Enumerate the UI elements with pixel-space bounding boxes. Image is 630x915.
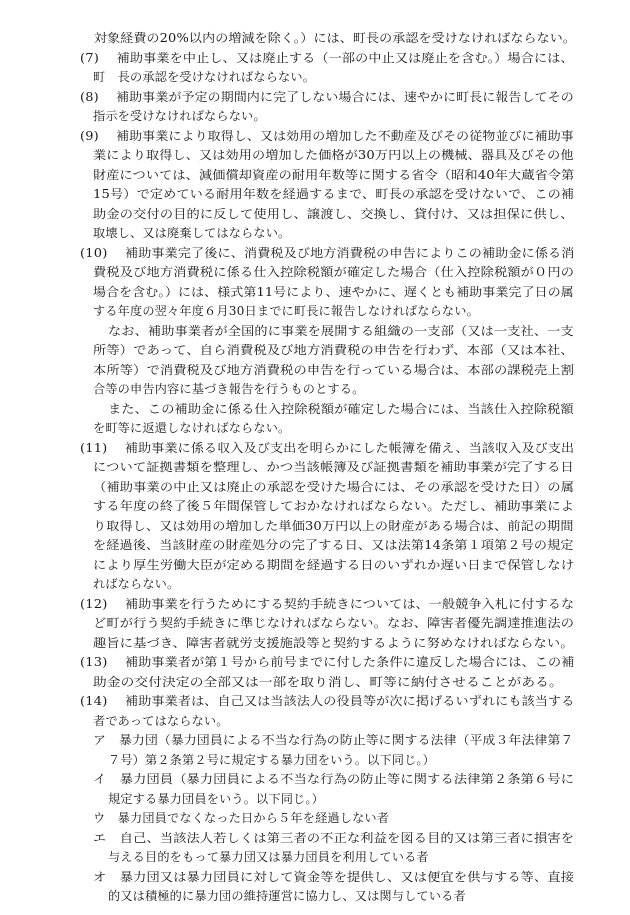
text-line: ど町が行う契約手続きに準じなければならない。なお、障害者優先調達推進法の bbox=[93, 616, 575, 630]
text-line: オ 暴力団又は暴力団員に対して資金等を提供し、又は便宜を供与する等、直接 bbox=[93, 869, 575, 884]
text-line: 所等）であって、自ら消費税及び地方消費税の申告を行わず、本部（又は本社、 bbox=[93, 343, 574, 357]
text-line: 本所等）で消費税及び地方消費税の申告を行っている場合は、本部の課税売上割 bbox=[93, 362, 575, 377]
text-line: 的又は積極的に暴力団の維持運営に協力し、又は関与している者 bbox=[108, 889, 466, 903]
text-line: (7) 補助事業を中止し、又は廃止する（一部の中止又は廃止を含む。）場合には、 bbox=[80, 50, 574, 65]
text-line: する年度の翌々年度６月30日までに町長に報告しなければならない。 bbox=[93, 304, 479, 318]
text-line: (9) 補助事業により取得し、又は効用の増加した不動産及びその従物並びに補助事 bbox=[80, 128, 574, 143]
text-line: 場合を含む。）には、様式第11号により、速やかに、遅くとも補助事業完了日の属 bbox=[93, 284, 574, 299]
text-line: ればならない。 bbox=[93, 577, 180, 591]
text-line: 助金の交付の目的に反して使用し、譲渡し、交換し、貸付け、又は担保に供し、 bbox=[93, 206, 574, 221]
text-line: (12) 補助事業を行うためにする契約手続きについては、一般競争入札に付するな bbox=[80, 596, 575, 611]
text-line: 与える目的をもって暴力団又は暴力団員を利用している者 bbox=[108, 850, 429, 864]
text-line: する年度の終了後５年間保管しておかなければならない。ただし、補助事業によ bbox=[93, 499, 575, 513]
text-line: 取壊し、又は廃棄してはならない。 bbox=[93, 226, 291, 240]
text-line: (8) 補助事業が予定の期間内に完了しない場合には、速やかに町長に報告してその bbox=[80, 89, 574, 104]
text-line: (14) 補助事業者は、自己又は当該法人の役員等が次に掲げるいずれにも該当する bbox=[80, 694, 575, 708]
text-line: 合等の申告内容に基づき報告を行うものとする。 bbox=[93, 382, 365, 396]
text-line: 者であってはならない。 bbox=[93, 713, 229, 728]
text-line: ７号）第２条第２号に規定する暴力団をいう。以下同じ。） bbox=[108, 752, 436, 767]
text-line: 対象経費の20%以内の増減を除く。）には、町長の承認を受けなければならない。 bbox=[94, 31, 577, 45]
text-line: (10) 補助事業完了後に、消費税及び地方消費税の申告によりこの補助金に係る消 bbox=[80, 245, 575, 260]
text-line: (13) 補助事業者が第１号から前号までに付した条件に違反した場合には、この補 bbox=[80, 655, 575, 669]
text-line: 指示を受けなければならない。 bbox=[93, 109, 266, 123]
text-line: 助金の交付決定の全部又は一部を取り消し、町等に納付させることがある。 bbox=[93, 674, 563, 689]
text-line: 15号）で定めている耐用年数を経過するまで、町長の承認を受けないで、この補 bbox=[93, 187, 575, 201]
text-line: なお、補助事業者が全国的に事業を展開する組織の一支部（又は一支社、一支 bbox=[108, 323, 574, 338]
text-line: について証拠書類を整理し、かつ当該帳簿及び証拠書類を補助事業が完了する日 bbox=[93, 460, 574, 474]
text-line: ア 暴力団（暴力団員による不当な行為の防止等に関する法律（平成３年法律第７ bbox=[93, 733, 574, 747]
text-line: 業により取得し、又は効用の増加した価格が30万円以上の機械、器具及びその他 bbox=[93, 148, 574, 162]
text-line: また、この補助金に係る仕入控除税額が確定した場合には、当該仕入控除税額 bbox=[108, 401, 574, 416]
text-line: (11) 補助事業に係る収入及び支出を明らかにした帳簿を備え、当該収入及び支出 bbox=[80, 440, 575, 455]
text-line: 町 長の承認を受けなければならない。 bbox=[93, 70, 316, 84]
text-line: ウ 暴力団員でなくなった日から５年を経過しない者 bbox=[93, 811, 390, 825]
text-line: 規定する暴力団員をいう。以下同じ。） bbox=[108, 791, 324, 806]
text-line: （補助事業の中止又は廃止の承認を受けた場合には、その承認を受けた日）の属 bbox=[93, 479, 575, 494]
text-line: を経過後、当該財産の財産処分の完了する日、又は法第14条第１項第２号の規定 bbox=[93, 538, 574, 552]
text-line: 費税及び地方消費税に係る仕入控除税額が確定した場合（仕入控除税額が０円の bbox=[93, 265, 575, 279]
text-line: エ 自己、当該法人若しくは第三者の不正な利益を図る目的又は第三者に損害を bbox=[93, 830, 575, 845]
text-line: 趣旨に基づき、障害者就労支援施設等と契約するように努めなければならない。 bbox=[93, 635, 574, 650]
text-line: イ 暴力団員（暴力団員による不当な行為の防止等に関する法律第２条第６号に bbox=[93, 772, 575, 786]
text-line: により厚生労働大臣が定める期間を経過する日のいずれか遅い日まで保管しなけ bbox=[93, 557, 575, 572]
text-line: 財産については、減価償却資産の耐用年数等に関する省令（昭和40年大蔵省令第 bbox=[93, 167, 575, 182]
text-line: り取得し、又は効用の増加した単価30万円以上の財産がある場合は、前記の期間 bbox=[93, 518, 574, 533]
text-line: を町等に返還しなければならない。 bbox=[93, 421, 291, 435]
